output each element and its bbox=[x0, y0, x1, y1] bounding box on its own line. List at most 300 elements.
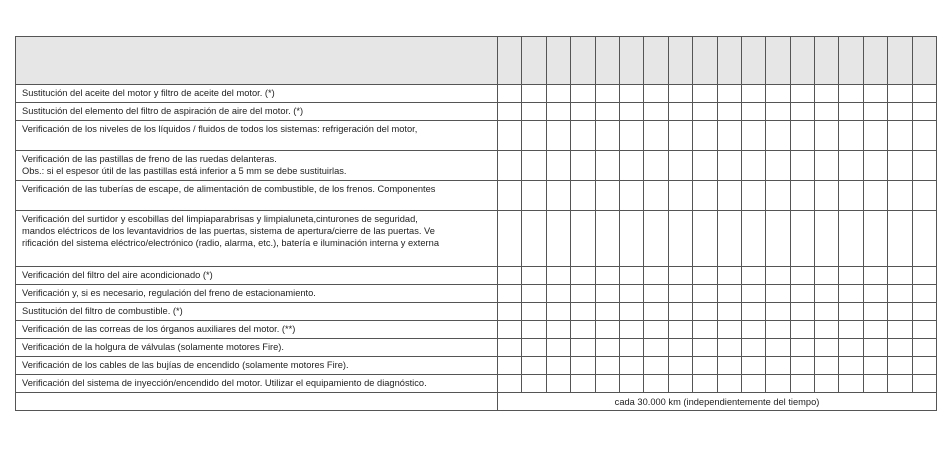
interval-cell bbox=[619, 181, 643, 211]
interval-cell bbox=[546, 211, 570, 267]
interval-cell bbox=[619, 285, 643, 303]
interval-cell bbox=[741, 85, 765, 103]
interval-cell bbox=[741, 285, 765, 303]
interval-cell bbox=[644, 375, 668, 393]
interval-cell bbox=[644, 321, 668, 339]
table-row bbox=[16, 339, 937, 357]
interval-cell bbox=[619, 121, 643, 151]
interval-cell bbox=[498, 303, 522, 321]
interval-cell bbox=[741, 37, 765, 85]
interval-cell bbox=[717, 211, 741, 267]
interval-cell bbox=[790, 357, 814, 375]
interval-cell bbox=[619, 375, 643, 393]
table-row bbox=[16, 375, 937, 393]
interval-cell bbox=[644, 85, 668, 103]
interval-cell bbox=[498, 285, 522, 303]
interval-cell bbox=[619, 37, 643, 85]
description-line: Verificación de los niveles de los líquidos / fluidos de todos los sistemas: refrigeración del motor, bbox=[22, 124, 418, 134]
interval-cell bbox=[644, 181, 668, 211]
interval-cell bbox=[839, 151, 863, 181]
interval-cell bbox=[815, 303, 839, 321]
interval-cell bbox=[741, 339, 765, 357]
interval-cell bbox=[546, 121, 570, 151]
interval-cell bbox=[863, 121, 887, 151]
interval-cell bbox=[863, 375, 887, 393]
interval-cell bbox=[717, 339, 741, 357]
description-line: mandos eléctricos de los levantavidrios de las puertas, sistema de apertura/cierre de las puertas. Ve bbox=[22, 226, 435, 236]
interval-cell bbox=[863, 303, 887, 321]
interval-cell bbox=[693, 339, 717, 357]
interval-cell bbox=[595, 357, 619, 375]
operation-description bbox=[16, 121, 498, 151]
interval-cell bbox=[912, 181, 936, 211]
interval-cell bbox=[546, 181, 570, 211]
interval-cell bbox=[863, 211, 887, 267]
interval-cell bbox=[619, 103, 643, 121]
interval-cell bbox=[693, 267, 717, 285]
interval-cell bbox=[693, 285, 717, 303]
description-line: Verificación del filtro del aire acondicionado (*) bbox=[22, 270, 213, 280]
interval-cell bbox=[522, 103, 546, 121]
interval-cell bbox=[815, 339, 839, 357]
interval-cell bbox=[668, 121, 692, 151]
interval-cell bbox=[571, 211, 595, 267]
interval-cell bbox=[912, 303, 936, 321]
interval-cell bbox=[717, 103, 741, 121]
interval-cell bbox=[693, 151, 717, 181]
description-line: rificación del sistema eléctrico/electrónico (radio, alarma, etc.), batería e iluminación interna y externa bbox=[22, 238, 439, 248]
description-line: Verificación y, si es necesario, regulación del freno de estacionamiento. bbox=[22, 288, 316, 298]
interval-cell bbox=[717, 375, 741, 393]
interval-cell bbox=[888, 267, 912, 285]
interval-cell bbox=[888, 339, 912, 357]
interval-cell bbox=[595, 375, 619, 393]
interval-cell bbox=[863, 85, 887, 103]
interval-cell bbox=[498, 357, 522, 375]
interval-cell bbox=[815, 267, 839, 285]
operation-description bbox=[16, 181, 498, 211]
interval-cell bbox=[766, 151, 790, 181]
interval-cell bbox=[790, 85, 814, 103]
interval-cell bbox=[619, 357, 643, 375]
interval-note: cada 30.000 km (independientemente del tiempo) bbox=[498, 393, 937, 411]
interval-cell bbox=[546, 321, 570, 339]
interval-cell bbox=[717, 181, 741, 211]
interval-cell bbox=[571, 321, 595, 339]
interval-cell bbox=[571, 103, 595, 121]
interval-cell bbox=[741, 151, 765, 181]
operation-description bbox=[16, 303, 498, 321]
interval-cell bbox=[644, 151, 668, 181]
interval-cell bbox=[839, 181, 863, 211]
interval-cell bbox=[839, 285, 863, 303]
table-row bbox=[16, 303, 937, 321]
interval-cell bbox=[790, 103, 814, 121]
interval-cell bbox=[522, 121, 546, 151]
interval-cell bbox=[522, 321, 546, 339]
interval-cell bbox=[766, 321, 790, 339]
interval-cell bbox=[839, 37, 863, 85]
interval-cell bbox=[619, 211, 643, 267]
interval-cell bbox=[766, 375, 790, 393]
interval-cell bbox=[815, 375, 839, 393]
interval-cell bbox=[741, 357, 765, 375]
interval-cell bbox=[644, 103, 668, 121]
interval-cell bbox=[571, 339, 595, 357]
interval-cell bbox=[595, 151, 619, 181]
interval-cell bbox=[498, 85, 522, 103]
interval-cell bbox=[619, 339, 643, 357]
operation-description bbox=[16, 151, 498, 181]
interval-cell bbox=[912, 103, 936, 121]
interval-cell bbox=[790, 211, 814, 267]
interval-cell bbox=[839, 211, 863, 267]
interval-cell bbox=[863, 321, 887, 339]
interval-cell bbox=[668, 151, 692, 181]
interval-cell bbox=[766, 339, 790, 357]
interval-cell bbox=[668, 357, 692, 375]
interval-cell bbox=[766, 285, 790, 303]
interval-cell bbox=[815, 103, 839, 121]
description-line: Sustitución del aceite del motor y filtro de aceite del motor. (*) bbox=[22, 88, 275, 98]
interval-cell bbox=[815, 85, 839, 103]
operation-description bbox=[16, 375, 498, 393]
interval-cell bbox=[693, 375, 717, 393]
interval-cell bbox=[668, 85, 692, 103]
interval-cell bbox=[595, 285, 619, 303]
interval-cell bbox=[912, 285, 936, 303]
interval-cell bbox=[717, 303, 741, 321]
interval-cell bbox=[766, 103, 790, 121]
interval-cell bbox=[912, 267, 936, 285]
interval-cell bbox=[912, 321, 936, 339]
operation-description bbox=[16, 103, 498, 121]
interval-cell bbox=[571, 85, 595, 103]
operation-description bbox=[16, 339, 498, 357]
interval-cell bbox=[766, 181, 790, 211]
interval-cell bbox=[693, 37, 717, 85]
description-line: Verificación de la holgura de válvulas (solamente motores Fire). bbox=[22, 342, 284, 352]
interval-cell bbox=[693, 303, 717, 321]
interval-cell bbox=[522, 375, 546, 393]
table-row bbox=[16, 321, 937, 339]
interval-cell bbox=[668, 321, 692, 339]
interval-cell bbox=[498, 37, 522, 85]
interval-cell bbox=[863, 37, 887, 85]
table-row bbox=[16, 85, 937, 103]
interval-cell bbox=[693, 85, 717, 103]
interval-cell bbox=[717, 321, 741, 339]
interval-cell bbox=[693, 181, 717, 211]
maintenance-schedule-table bbox=[15, 36, 937, 411]
interval-cell bbox=[546, 375, 570, 393]
interval-cell bbox=[766, 211, 790, 267]
interval-cell bbox=[498, 103, 522, 121]
interval-cell bbox=[546, 85, 570, 103]
interval-cell bbox=[522, 151, 546, 181]
operation-description bbox=[16, 267, 498, 285]
interval-cell bbox=[644, 303, 668, 321]
interval-cell bbox=[571, 357, 595, 375]
interval-cell bbox=[668, 375, 692, 393]
interval-cell bbox=[912, 211, 936, 267]
interval-cell bbox=[546, 357, 570, 375]
interval-cell bbox=[888, 151, 912, 181]
interval-cell bbox=[717, 121, 741, 151]
interval-cell bbox=[766, 121, 790, 151]
interval-cell bbox=[522, 357, 546, 375]
table-row bbox=[16, 357, 937, 375]
interval-cell bbox=[741, 267, 765, 285]
interval-cell bbox=[522, 267, 546, 285]
interval-cell bbox=[595, 339, 619, 357]
interval-cell bbox=[717, 285, 741, 303]
table-row bbox=[16, 181, 937, 211]
interval-cell bbox=[717, 85, 741, 103]
interval-cell bbox=[912, 37, 936, 85]
interval-cell bbox=[619, 321, 643, 339]
interval-cell bbox=[815, 285, 839, 303]
interval-cell bbox=[644, 211, 668, 267]
interval-cell bbox=[595, 37, 619, 85]
interval-cell bbox=[766, 37, 790, 85]
interval-cell bbox=[522, 211, 546, 267]
interval-cell bbox=[693, 103, 717, 121]
operation-description bbox=[16, 357, 498, 375]
interval-cell bbox=[571, 121, 595, 151]
interval-cell bbox=[839, 85, 863, 103]
interval-cell bbox=[912, 121, 936, 151]
interval-cell bbox=[668, 303, 692, 321]
interval-cell bbox=[912, 339, 936, 357]
interval-cell bbox=[863, 181, 887, 211]
description-line: Verificación de las pastillas de freno de las ruedas delanteras. bbox=[22, 154, 277, 164]
table-row bbox=[16, 285, 937, 303]
interval-cell bbox=[522, 285, 546, 303]
operation-description bbox=[16, 321, 498, 339]
interval-cell bbox=[546, 151, 570, 181]
interval-cell bbox=[546, 339, 570, 357]
interval-cell bbox=[668, 339, 692, 357]
description-line: Verificación del surtidor y escobillas del limpiaparabrisas y limpialuneta,cinturones de seguridad, bbox=[22, 214, 418, 224]
interval-cell bbox=[888, 181, 912, 211]
table-row bbox=[16, 121, 937, 151]
interval-cell bbox=[498, 267, 522, 285]
interval-cell bbox=[546, 303, 570, 321]
description-line: Verificación de las correas de los órganos auxiliares del motor. (**) bbox=[22, 324, 296, 334]
interval-cell bbox=[741, 303, 765, 321]
interval-cell bbox=[717, 267, 741, 285]
interval-cell bbox=[498, 211, 522, 267]
interval-cell bbox=[912, 357, 936, 375]
interval-cell bbox=[644, 121, 668, 151]
interval-cell bbox=[790, 121, 814, 151]
interval-cell bbox=[571, 375, 595, 393]
table-row bbox=[16, 103, 937, 121]
interval-cell bbox=[790, 285, 814, 303]
interval-cell bbox=[644, 37, 668, 85]
interval-cell bbox=[522, 181, 546, 211]
interval-cell bbox=[522, 303, 546, 321]
interval-cell bbox=[863, 285, 887, 303]
interval-cell bbox=[888, 37, 912, 85]
operation-description bbox=[16, 211, 498, 267]
interval-cell bbox=[717, 37, 741, 85]
interval-cell bbox=[766, 303, 790, 321]
interval-cell bbox=[815, 151, 839, 181]
interval-cell bbox=[595, 181, 619, 211]
interval-cell bbox=[888, 357, 912, 375]
interval-cell bbox=[668, 103, 692, 121]
interval-cell bbox=[839, 321, 863, 339]
interval-cell bbox=[741, 121, 765, 151]
interval-cell bbox=[571, 303, 595, 321]
interval-cell bbox=[888, 103, 912, 121]
interval-cell bbox=[693, 211, 717, 267]
interval-cell bbox=[790, 339, 814, 357]
interval-cell bbox=[546, 285, 570, 303]
description-line: Verificación del sistema de inyección/encendido del motor. Utilizar el equipamiento de diagnóstico. bbox=[22, 378, 427, 388]
interval-cell bbox=[619, 303, 643, 321]
description-line: Sustitución del elemento del filtro de aspiración de aire del motor. (*) bbox=[22, 106, 304, 116]
interval-cell bbox=[863, 357, 887, 375]
interval-cell bbox=[693, 321, 717, 339]
interval-cell bbox=[522, 339, 546, 357]
interval-cell bbox=[693, 357, 717, 375]
description-line: Verificación de los cables de las bujías de encendido (solamente motores Fire). bbox=[22, 360, 349, 370]
interval-cell bbox=[595, 211, 619, 267]
interval-cell bbox=[888, 321, 912, 339]
interval-cell bbox=[790, 151, 814, 181]
interval-cell bbox=[522, 37, 546, 85]
interval-cell bbox=[619, 85, 643, 103]
interval-cell bbox=[668, 285, 692, 303]
interval-cell bbox=[668, 181, 692, 211]
interval-cell bbox=[571, 267, 595, 285]
header-description-cell bbox=[16, 37, 498, 85]
interval-cell bbox=[498, 181, 522, 211]
interval-cell bbox=[595, 85, 619, 103]
interval-cell bbox=[839, 375, 863, 393]
interval-cell bbox=[888, 285, 912, 303]
interval-cell bbox=[693, 121, 717, 151]
interval-cell bbox=[766, 85, 790, 103]
interval-cell bbox=[498, 321, 522, 339]
interval-cell bbox=[790, 181, 814, 211]
interval-cell bbox=[644, 357, 668, 375]
interval-cell bbox=[595, 121, 619, 151]
operation-description bbox=[16, 285, 498, 303]
interval-cell bbox=[717, 151, 741, 181]
interval-cell bbox=[644, 285, 668, 303]
interval-cell bbox=[571, 181, 595, 211]
interval-cell bbox=[815, 357, 839, 375]
interval-cell bbox=[619, 151, 643, 181]
description-line: Sustitución del filtro de combustible. (*) bbox=[22, 306, 183, 316]
interval-cell bbox=[595, 103, 619, 121]
interval-cell bbox=[790, 375, 814, 393]
interval-cell bbox=[888, 121, 912, 151]
interval-cell bbox=[595, 321, 619, 339]
interval-cell bbox=[766, 357, 790, 375]
interval-cell bbox=[595, 303, 619, 321]
interval-cell bbox=[498, 375, 522, 393]
interval-cell bbox=[790, 321, 814, 339]
interval-cell bbox=[644, 339, 668, 357]
interval-cell bbox=[571, 285, 595, 303]
interval-cell bbox=[839, 339, 863, 357]
interval-cell bbox=[912, 85, 936, 103]
interval-cell bbox=[863, 151, 887, 181]
interval-cell bbox=[668, 267, 692, 285]
interval-cell bbox=[863, 103, 887, 121]
interval-cell bbox=[546, 37, 570, 85]
interval-cell bbox=[839, 103, 863, 121]
interval-cell bbox=[668, 211, 692, 267]
interval-cell bbox=[839, 267, 863, 285]
interval-cell bbox=[815, 37, 839, 85]
description-line: Verificación de las tuberías de escape, de alimentación de combustible, de los frenos. Componentes bbox=[22, 184, 436, 194]
interval-cell bbox=[888, 375, 912, 393]
description-line: Obs.: si el espesor útil de las pastillas está inferior a 5 mm se debe sustituirlas. bbox=[22, 166, 347, 176]
interval-cell bbox=[888, 303, 912, 321]
operation-description bbox=[16, 85, 498, 103]
interval-cell bbox=[839, 303, 863, 321]
interval-cell bbox=[522, 85, 546, 103]
interval-cell bbox=[741, 321, 765, 339]
interval-cell bbox=[790, 267, 814, 285]
interval-cell bbox=[863, 339, 887, 357]
interval-cell bbox=[839, 121, 863, 151]
interval-cell bbox=[546, 267, 570, 285]
interval-cell bbox=[790, 303, 814, 321]
interval-cell bbox=[815, 121, 839, 151]
table-row bbox=[16, 211, 937, 267]
interval-cell bbox=[815, 321, 839, 339]
interval-cell bbox=[498, 121, 522, 151]
interval-cell bbox=[790, 37, 814, 85]
interval-cell bbox=[912, 151, 936, 181]
interval-cell bbox=[741, 103, 765, 121]
interval-cell bbox=[741, 211, 765, 267]
interval-cell bbox=[619, 267, 643, 285]
interval-cell bbox=[546, 103, 570, 121]
interval-cell bbox=[571, 37, 595, 85]
interval-cell bbox=[888, 211, 912, 267]
interval-cell bbox=[741, 375, 765, 393]
interval-cell bbox=[888, 85, 912, 103]
interval-cell bbox=[912, 375, 936, 393]
header-row bbox=[16, 37, 937, 85]
footer-blank-cell bbox=[16, 393, 498, 411]
interval-cell bbox=[571, 151, 595, 181]
footer-row bbox=[16, 393, 937, 411]
interval-cell bbox=[815, 181, 839, 211]
interval-cell bbox=[717, 357, 741, 375]
interval-cell bbox=[595, 267, 619, 285]
table-row bbox=[16, 267, 937, 285]
interval-cell bbox=[668, 37, 692, 85]
interval-cell bbox=[839, 357, 863, 375]
interval-cell bbox=[644, 267, 668, 285]
interval-cell bbox=[498, 339, 522, 357]
interval-cell bbox=[766, 267, 790, 285]
interval-cell bbox=[498, 151, 522, 181]
interval-cell bbox=[863, 267, 887, 285]
interval-cell bbox=[741, 181, 765, 211]
interval-cell bbox=[815, 211, 839, 267]
table-row bbox=[16, 151, 937, 181]
